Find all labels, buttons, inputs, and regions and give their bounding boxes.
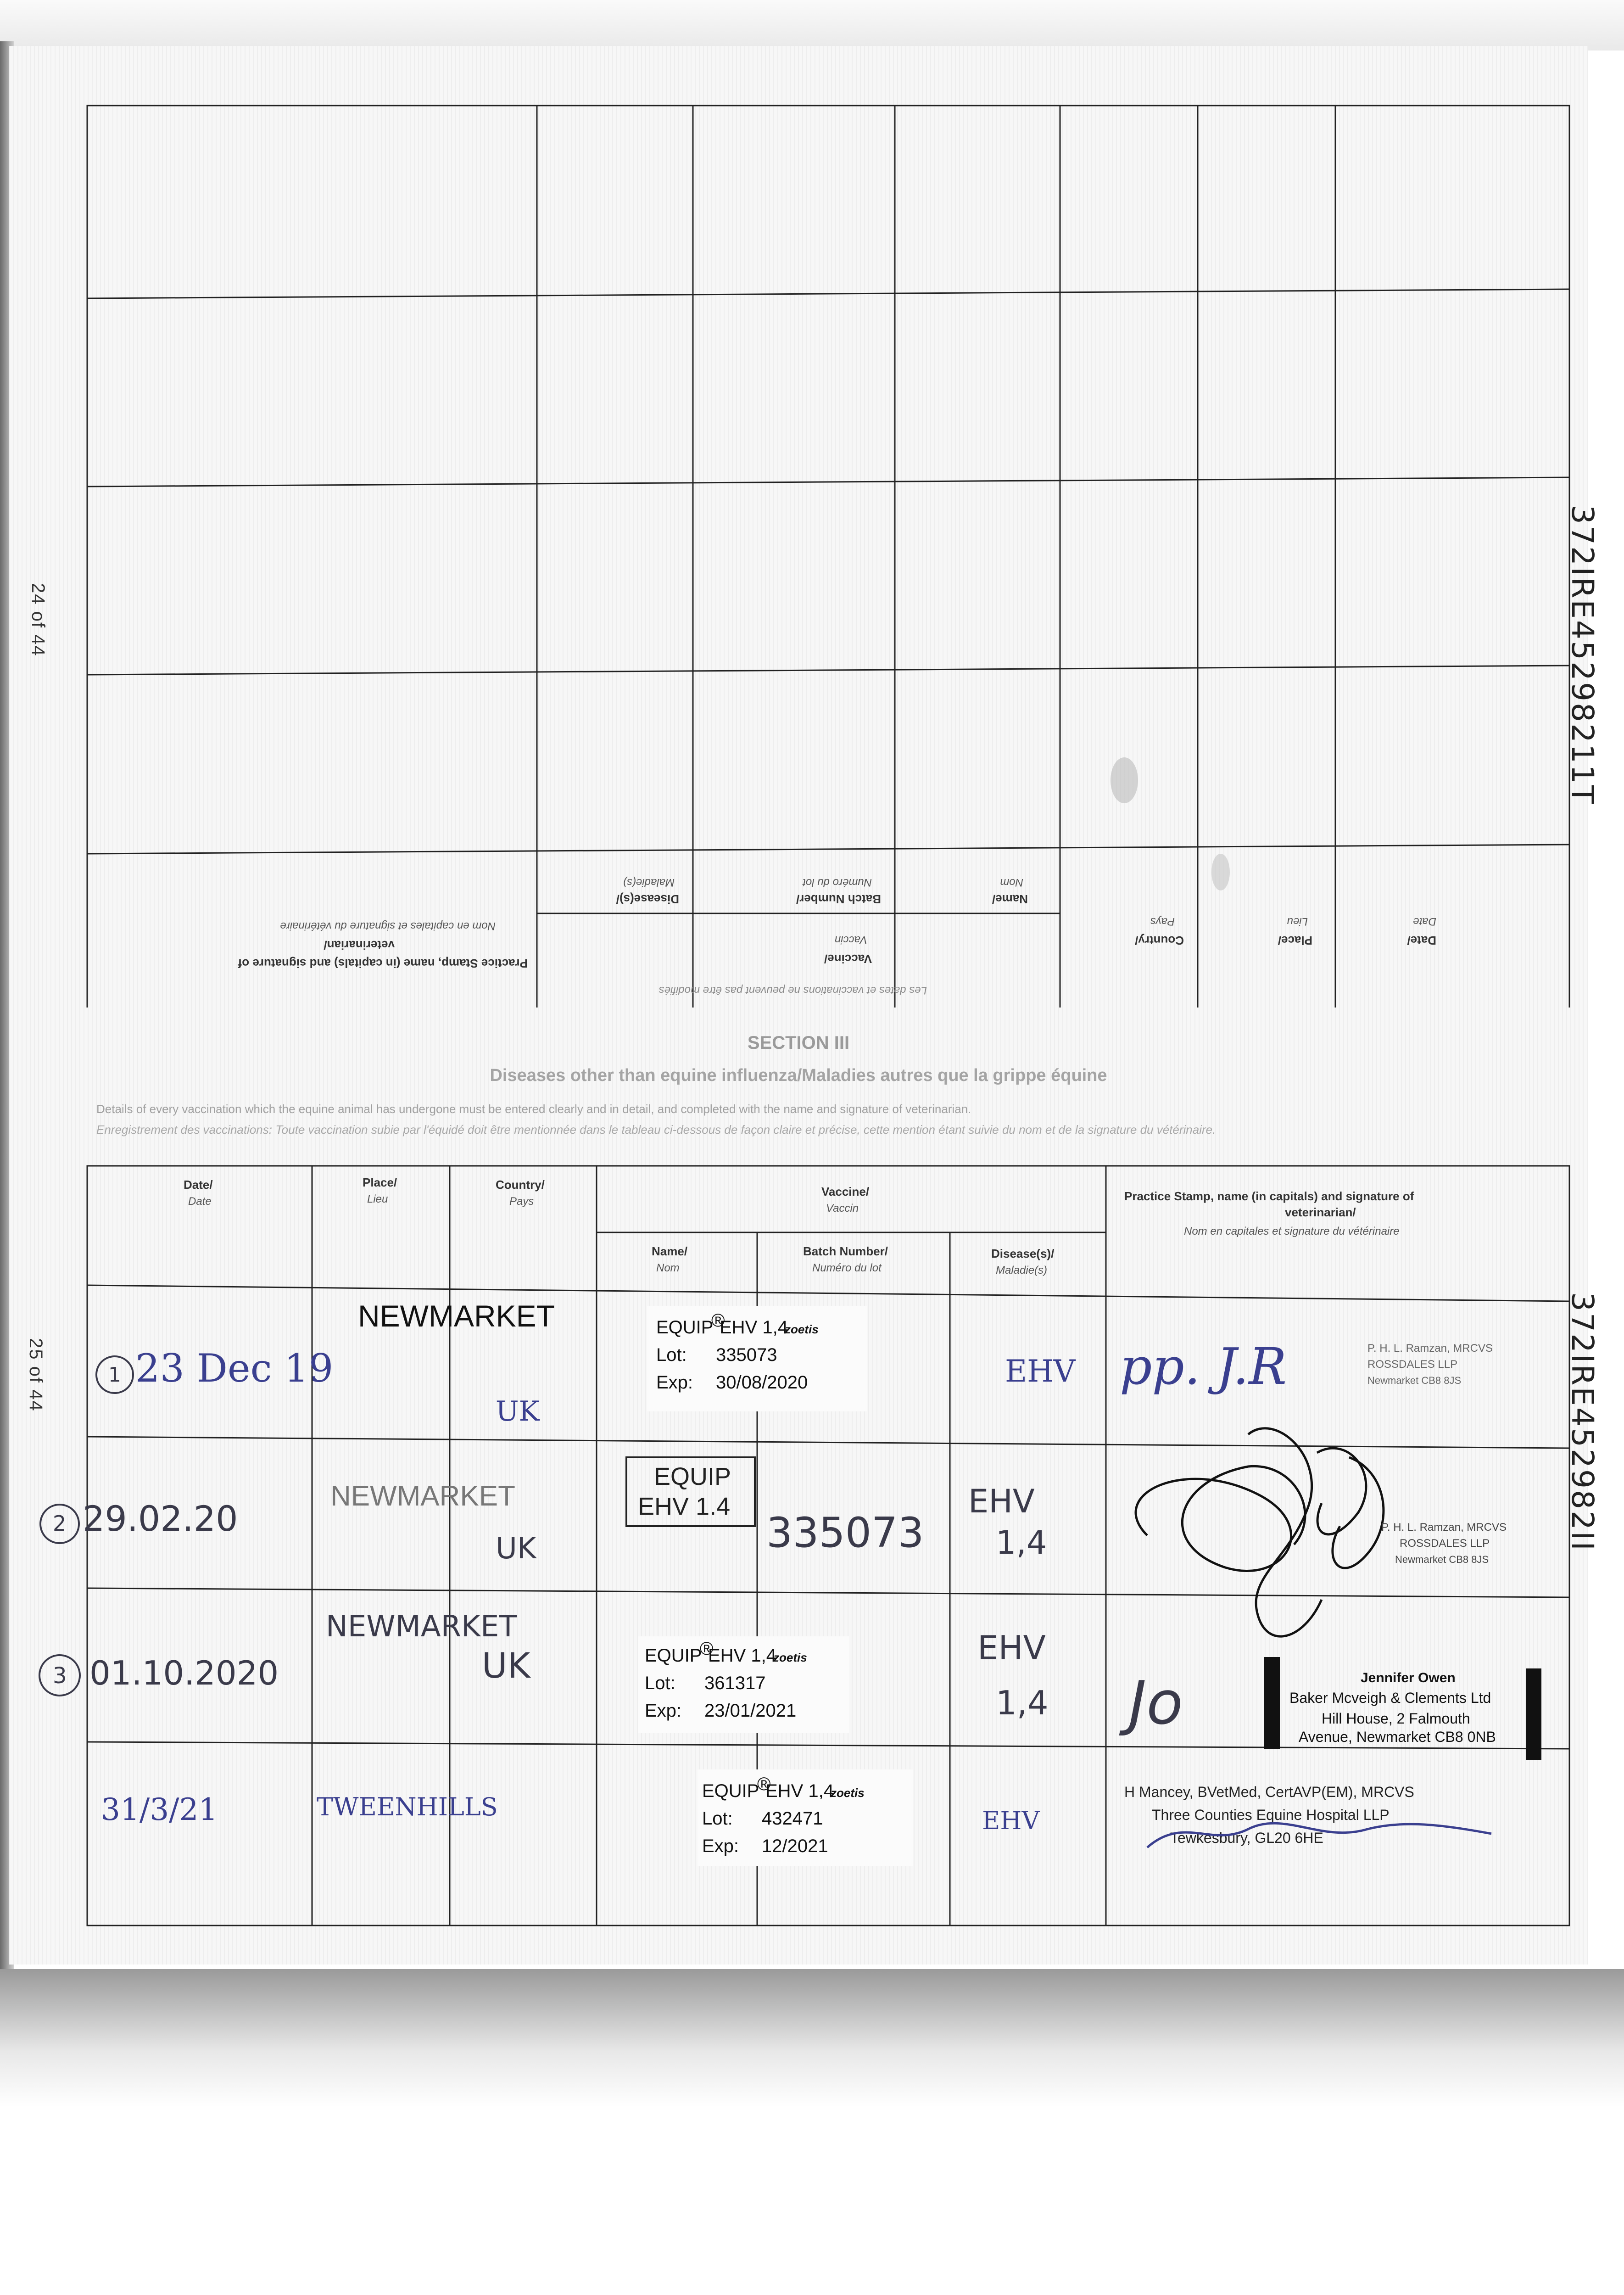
- top-footnote: Les dates et vaccinations ne peuvent pas être modifiés: [659, 984, 927, 996]
- row1-brand: zoetis: [785, 1322, 819, 1336]
- header-vaccine: Vaccine/: [821, 1185, 870, 1198]
- row3-brand: zoetis: [773, 1651, 807, 1664]
- row1-lot: 335073: [716, 1345, 777, 1365]
- row1-country: UK: [496, 1395, 540, 1427]
- scan-top-edge: [0, 0, 1624, 50]
- row3-place: NEWMARKET: [326, 1610, 517, 1644]
- row4-date: 31/3/21: [101, 1792, 218, 1827]
- row2-place: NEWMARKET: [330, 1480, 515, 1512]
- row3-stamp-address1: Hill House, 2 Falmouth: [1322, 1710, 1470, 1727]
- row2-vaccine-product: EHV 1.4: [638, 1493, 731, 1520]
- row4-vaccine-sup: ®: [757, 1774, 771, 1794]
- row2-stamp-practice: ROSSDALES LLP: [1400, 1537, 1490, 1550]
- row3-vaccine-name: EQUIP: [645, 1646, 702, 1666]
- row2-country: UK: [496, 1532, 536, 1566]
- top-header-country-fr: Pays: [1150, 915, 1175, 928]
- top-header-stamp-line2: veterinarian/: [324, 938, 395, 952]
- bottom-page-table: [9, 1008, 1588, 1965]
- top-header-batch-fr: Numéro du lot: [803, 876, 872, 889]
- intro-line1: Details of every vaccination which the equine animal has undergone must be entered clearly and in detail, and completed with the name and signature of veterinarian.: [96, 1102, 971, 1116]
- row4-disease: EHV: [982, 1806, 1040, 1835]
- row4-vaccine-name: EQUIP: [702, 1781, 759, 1801]
- bottom-page-serial: 372IRE452982II: [1565, 1292, 1600, 1552]
- row3-lot: 361317: [704, 1673, 766, 1693]
- header-country: Country/: [496, 1178, 545, 1192]
- row3-lot-label: Lot:: [645, 1673, 675, 1693]
- top-header-vaccine-fr: Vaccin: [834, 934, 867, 946]
- row4-exp-label: Exp:: [702, 1836, 739, 1856]
- top-header-disease: Disease(s)/: [616, 892, 679, 906]
- header-place-fr: Lieu: [367, 1193, 388, 1205]
- header-batch-fr: Numéro du lot: [812, 1262, 882, 1274]
- row4-lot: 432471: [762, 1808, 823, 1829]
- header-stamp-line1: Practice Stamp, name (in capitals) and signature of: [1124, 1189, 1414, 1203]
- row1-stamp-address: Newmarket CB8 8JS: [1367, 1375, 1462, 1386]
- row1-vaccine-sup: ®: [711, 1310, 725, 1331]
- header-place: Place/: [363, 1175, 397, 1189]
- row4-stamp-line2: Three Counties Equine Hospital LLP: [1152, 1807, 1390, 1823]
- row2-disease: EHV: [968, 1483, 1035, 1520]
- row3-country: UK: [482, 1645, 530, 1686]
- row3-disease2: 1,4: [996, 1684, 1049, 1722]
- header-stamp-line2: veterinarian/: [1285, 1205, 1356, 1219]
- top-page: [9, 46, 1600, 1010]
- top-page-number: 24 of 44: [28, 583, 48, 657]
- header-date-fr: Date: [188, 1195, 212, 1208]
- top-header-name: Name/: [992, 892, 1028, 906]
- top-page-serial: 372IRE45298211T: [1565, 505, 1600, 806]
- row3-exp-label: Exp:: [645, 1701, 682, 1721]
- row3-stamp-name: Jennifer Owen: [1361, 1670, 1456, 1685]
- row4-vaccine-product: EHV 1,4: [765, 1781, 834, 1801]
- header-vaccine-fr: Vaccin: [826, 1202, 859, 1215]
- row4-lot-label: Lot:: [702, 1808, 733, 1829]
- top-header-batch: Batch Number/: [796, 892, 881, 906]
- row2-signature: [1136, 1428, 1384, 1636]
- top-header-country: Country/: [1135, 934, 1184, 947]
- row3-signature: Jo: [1129, 1668, 1183, 1738]
- row1-date: 23 Dec 19: [135, 1346, 334, 1391]
- row3-stamp-bar-right: [1526, 1668, 1541, 1760]
- row1-vaccine-name: EQUIP: [656, 1317, 714, 1338]
- top-page-grid: [9, 46, 1588, 1010]
- header-stamp-fr: Nom en capitales et signature du vétérinaire: [1184, 1225, 1400, 1237]
- row4-exp: 12/2021: [762, 1836, 828, 1856]
- header-date: Date/: [184, 1178, 213, 1192]
- row2-date: 29.02.20: [83, 1498, 238, 1539]
- row1-signature: pp. J.R: [1120, 1337, 1287, 1396]
- row1-place: NEWMARKET: [358, 1299, 555, 1333]
- row3-exp: 23/01/2021: [704, 1701, 797, 1721]
- top-header-date-fr: Date: [1413, 915, 1436, 928]
- top-header-place: Place/: [1278, 934, 1312, 947]
- top-header-date: Date/: [1407, 934, 1436, 947]
- row3-marker: 3: [53, 1663, 67, 1689]
- row2-stamp-name: P. H. L. Ramzan, MRCVS: [1381, 1521, 1507, 1534]
- row3-vaccine-product: EHV 1,4: [708, 1646, 776, 1666]
- header-disease: Disease(s)/: [991, 1247, 1055, 1260]
- row1-vaccine-product: EHV 1,4: [720, 1317, 788, 1338]
- top-header-stamp-line1: Practice Stamp, name (in capitals) and signature of: [238, 957, 528, 970]
- row4-stamp-line3: Tewkesbury, GL20 6HE: [1170, 1830, 1323, 1846]
- row2-marker: 2: [53, 1511, 67, 1536]
- row4-brand: zoetis: [831, 1786, 865, 1800]
- row3-stamp-address2: Avenue, Newmarket CB8 0NB: [1299, 1729, 1496, 1745]
- row1-exp-label: Exp:: [656, 1372, 693, 1393]
- section-subtitle: Diseases other than equine influenza/Maladies autres que la grippe équine: [490, 1066, 1107, 1085]
- top-header-stamp-fr: Nom en capitales et signature du vétérinaire: [280, 920, 496, 932]
- row1-disease: EHV: [1005, 1354, 1076, 1389]
- bottom-page-number: 25 of 44: [26, 1338, 46, 1412]
- top-header-vaccine: Vaccine/: [824, 952, 872, 966]
- top-header-name-fr: Nom: [1000, 876, 1023, 889]
- header-country-fr: Pays: [509, 1195, 534, 1208]
- header-disease-fr: Maladie(s): [996, 1264, 1048, 1276]
- row1-lot-label: Lot:: [656, 1345, 687, 1365]
- row3-vaccine-sup: ®: [700, 1639, 714, 1659]
- row3-date: 01.10.2020: [89, 1654, 279, 1692]
- header-name-fr: Nom: [656, 1262, 680, 1274]
- row4-stamp-line1: H Mancey, BVetMed, CertAVP(EM), MRCVS: [1124, 1784, 1414, 1800]
- row2-stamp-address: Newmarket CB8 8JS: [1395, 1554, 1489, 1565]
- top-header-place-fr: Lieu: [1287, 915, 1308, 928]
- row2-vaccine-name: EQUIP: [654, 1463, 731, 1490]
- intro-line2: Enregistrement des vaccinations: Toute vaccination subie par l'équidé doit être mentionnée dans le tableau ci-dessous de façon claire et précise, cette mention étant suivie du nom et de la signature du vétérinaire.: [96, 1123, 1216, 1136]
- row4-place: TWEENHILLS: [317, 1792, 498, 1821]
- row1-exp: 30/08/2020: [716, 1372, 808, 1393]
- row3-stamp-practice: Baker Mcveigh & Clements Ltd: [1289, 1690, 1491, 1706]
- header-name: Name/: [652, 1244, 688, 1258]
- row1-stamp-name: P. H. L. Ramzan, MRCVS: [1367, 1342, 1493, 1355]
- row3-disease: EHV: [977, 1629, 1046, 1667]
- top-header-disease-fr: Maladie(s): [623, 876, 675, 889]
- row2-disease2: 1,4: [996, 1524, 1047, 1562]
- header-batch: Batch Number/: [803, 1244, 888, 1258]
- bottom-page: [9, 1008, 1600, 1965]
- scan-bottom-shadow: [0, 1969, 1624, 2107]
- row2-batch: 335073: [766, 1509, 924, 1557]
- row3-stamp-bar-left: [1264, 1657, 1280, 1749]
- section-title: SECTION III: [747, 1033, 850, 1053]
- row1-marker: 1: [108, 1363, 121, 1387]
- row1-stamp-practice: ROSSDALES LLP: [1367, 1358, 1458, 1371]
